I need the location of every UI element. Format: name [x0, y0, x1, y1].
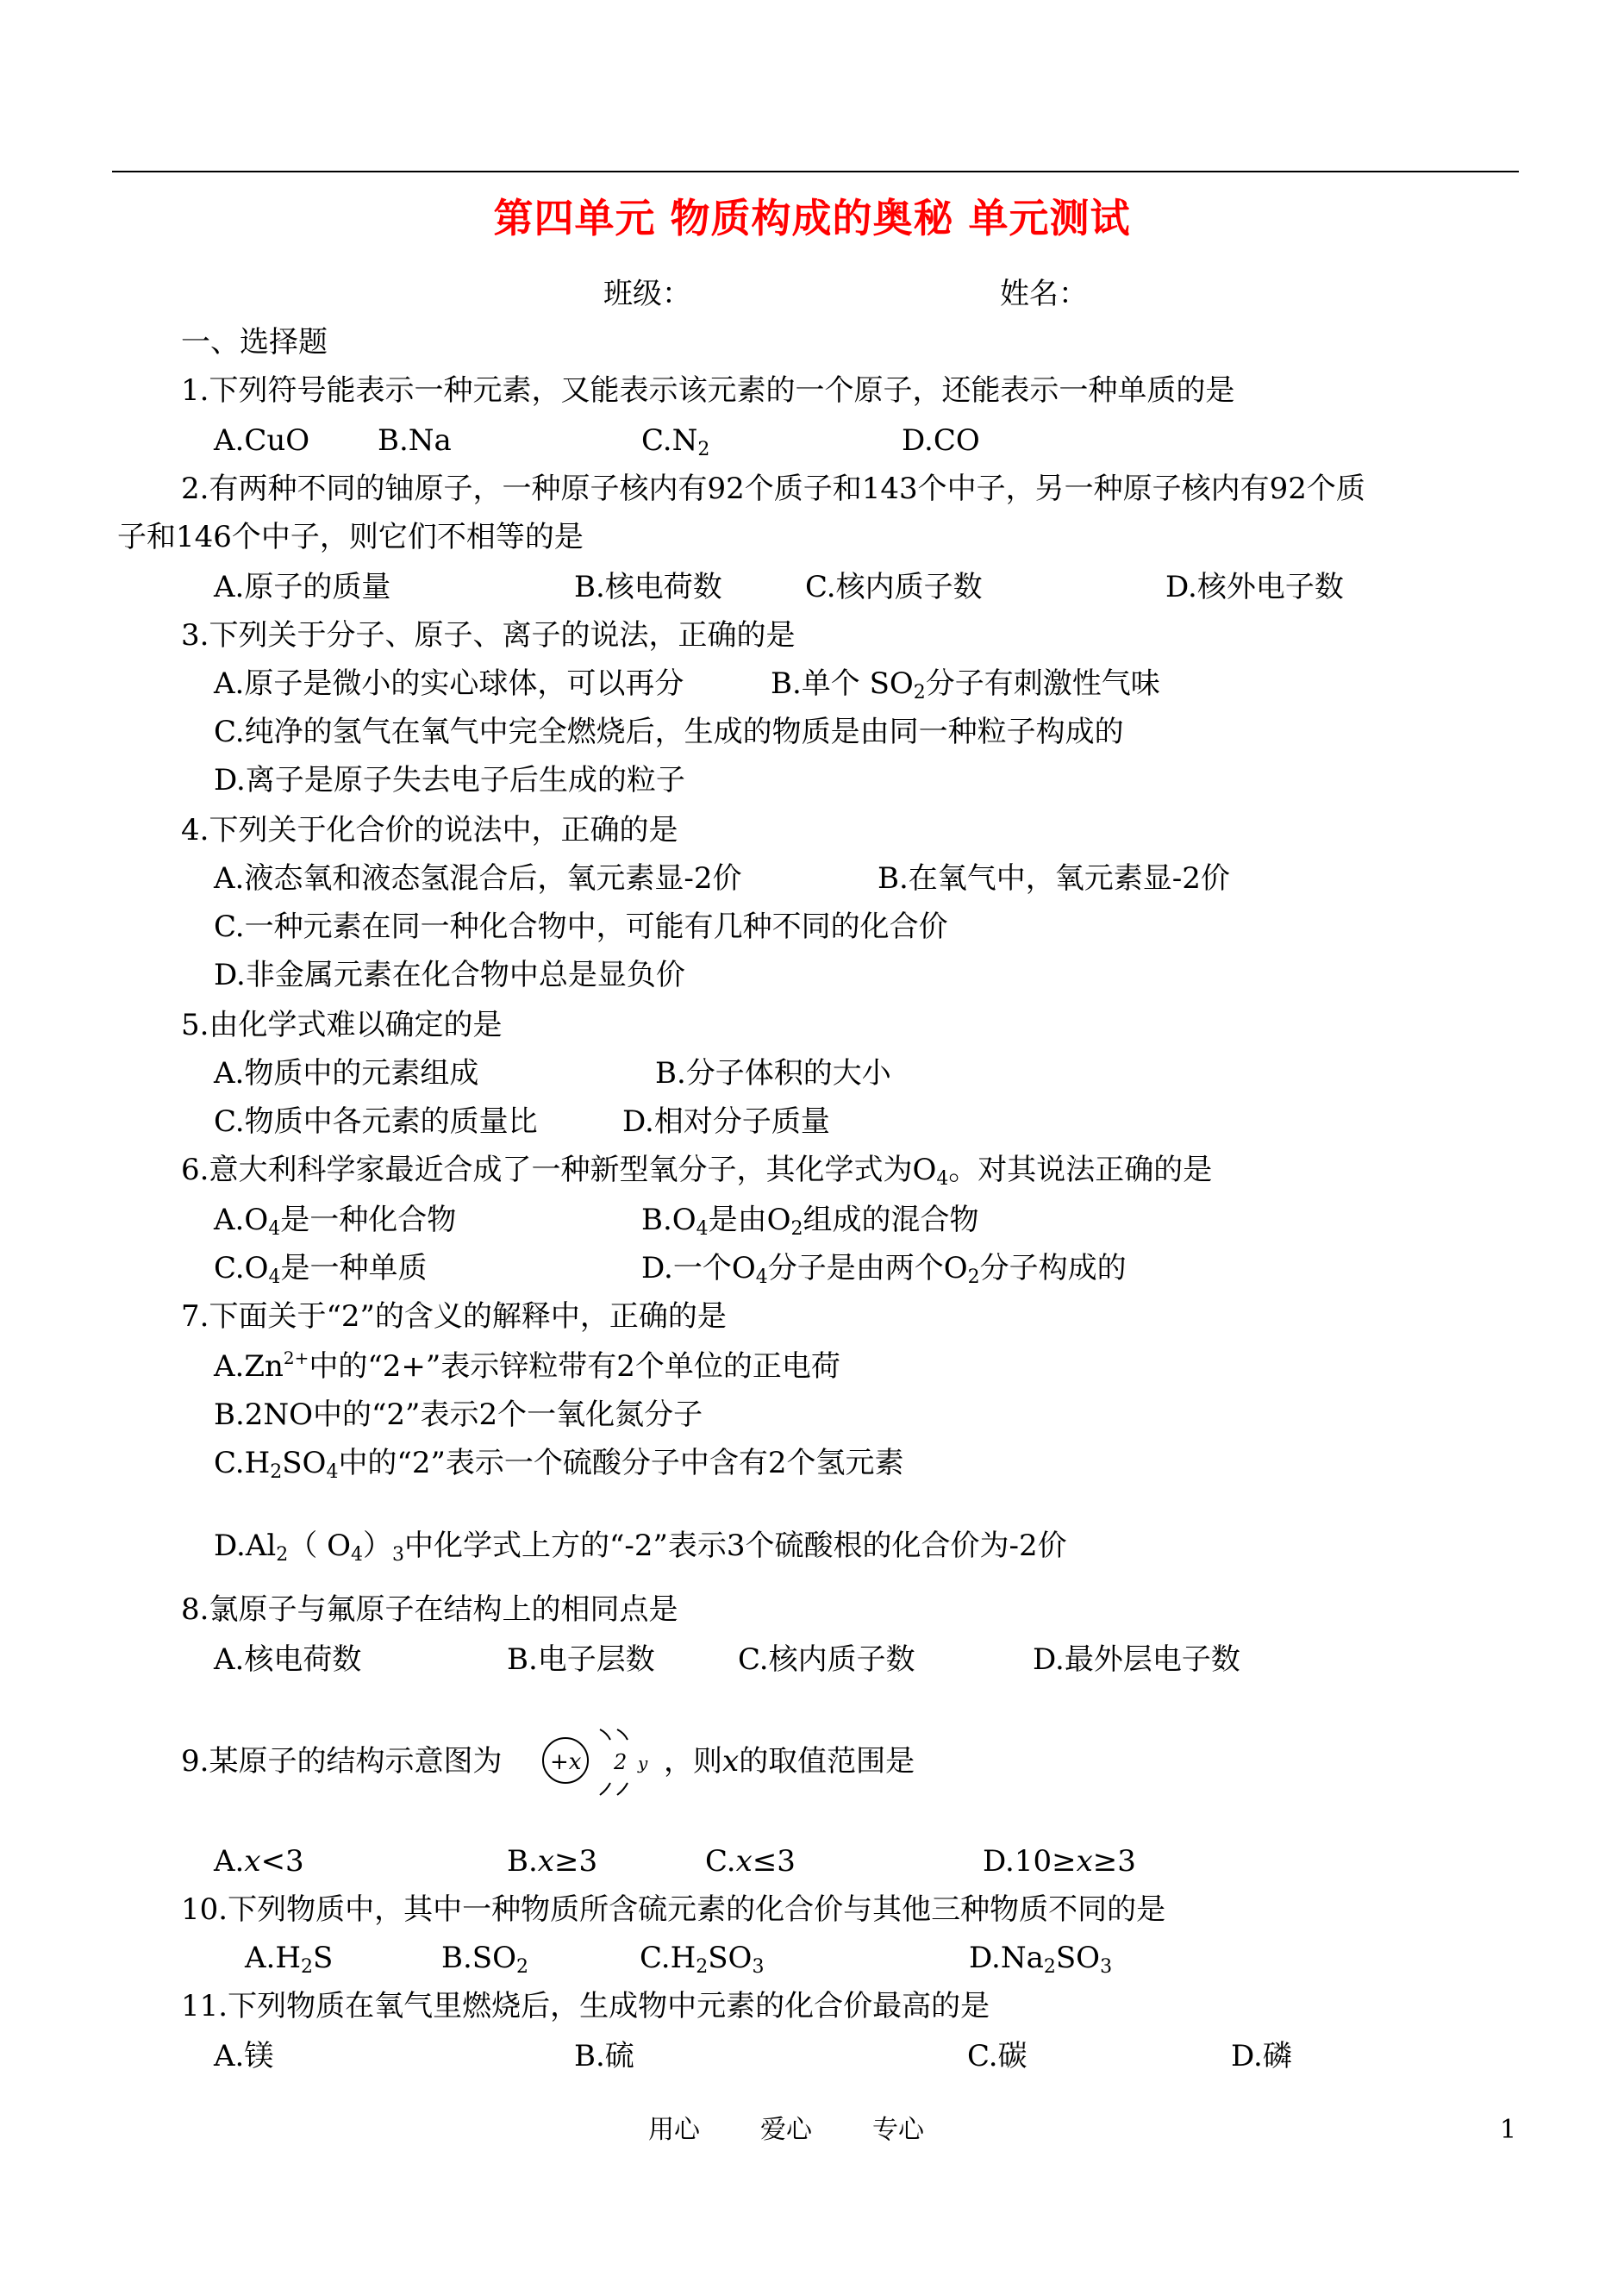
nucleus-label: +x: [550, 1749, 582, 1775]
q9-option-d: D.10≥x≥3: [983, 1844, 1136, 1879]
q11-option-a: A.镁: [214, 2039, 274, 2073]
question-8: 8.氯原子与氟原子在结构上的相同点是: [181, 1592, 678, 1627]
q8-option-a: A.核电荷数: [214, 1642, 362, 1677]
electron-shell-arc-top: [600, 1729, 628, 1740]
footer-center-text: 爱心: [760, 2115, 812, 2145]
section-heading: 一、选择题: [181, 325, 328, 360]
page-title: 第四单元 物质构成的奥秘 单元测试: [493, 195, 1131, 241]
question-11: 11.下列物质在氧气里燃烧后，生成物中元素的化合价最高的是: [181, 1989, 990, 2023]
q7-option-a: $A.Zn^{2+}$中的“2+”表示锌粒带有2个单位的正电荷: [214, 1348, 840, 1384]
q5-option-b: B.分子体积的大小: [655, 1056, 891, 1091]
footer-right-text: 专心: [872, 2115, 924, 2145]
electron-shell-arc-bottom: [600, 1783, 628, 1795]
q1-option-a: A.CuO: [214, 423, 310, 458]
page-number: 1: [1500, 2115, 1517, 2145]
q11-option-b: B.硫: [574, 2039, 634, 2073]
question-7: 7.下面关于“2”的含义的解释中，正确的是: [181, 1299, 727, 1334]
q8-option-d: D.最外层电子数: [1033, 1642, 1240, 1677]
q9-option-a: A.x<3: [214, 1844, 304, 1879]
q1-option-b: B.Na: [378, 423, 452, 458]
question-2-line-2: 子和146个中子，则它们不相等的是: [117, 520, 584, 554]
q2-option-c: C.核内质子数: [805, 570, 983, 604]
footer-left-text: 用心: [648, 2115, 700, 2145]
question-3: 3.下列关于分子、原子、离子的说法，正确的是: [181, 618, 796, 653]
question-6: 6.意大利科学家最近合成了一种新型氧分子，其化学式为$O_4$。对其说法正确的是: [181, 1153, 1213, 1190]
q4-option-d: D.非金属元素在化合物中总是显负价: [214, 958, 685, 992]
question-9-prefix: 9.某原子的结构示意图为: [181, 1744, 503, 1779]
q9-option-c: C.x≤3: [705, 1844, 796, 1879]
q7-option-d: $D.Al_2$（ $O_4)_3$中化学式上方的“-2”表示3个硫酸根的化合价为-2价: [214, 1529, 1067, 1566]
q5-option-a: A.物质中的元素组成: [214, 1056, 479, 1091]
q2-option-d: D.核外电子数: [1165, 570, 1344, 604]
q10-option-b: $B.SO_2$: [441, 1941, 528, 1978]
q10-option-c: $C.H_2SO_3$: [640, 1941, 765, 1978]
q3-option-d: D.离子是原子失去电子后生成的粒子: [214, 763, 685, 797]
q6-option-a: $A.O_4$是一种化合物: [214, 1203, 457, 1240]
q11-option-d: D.磷: [1231, 2039, 1292, 2073]
question-10: 10.下列物质中，其中一种物质所含硫元素的化合价与其他三种物质不同的是: [181, 1892, 1166, 1927]
q10-option-d: $D.Na_2SO_3$: [969, 1941, 1113, 1978]
question-4: 4.下列关于化合价的说法中，正确的是: [181, 813, 678, 847]
q3-option-c: C.纯净的氢气在氧气中完全燃烧后，生成的物质是由同一种粒子构成的: [214, 715, 1124, 749]
q2-option-b: B.核电荷数: [574, 570, 722, 604]
q1-option-c: $C.N_2$: [641, 423, 710, 460]
q5-option-d: D.相对分子质量: [622, 1104, 830, 1139]
q7-option-b: B.2NO中的“2”表示2个一氧化氮分子: [214, 1398, 703, 1432]
shell-2-electrons: y: [638, 1753, 648, 1773]
question-9-suffix: ，则x的取值范围是: [664, 1744, 915, 1779]
header-rule: [112, 171, 1519, 172]
class-label: 班级：: [603, 277, 691, 311]
q9-option-b: B.x≥3: [507, 1844, 598, 1879]
question-5: 5.由化学式难以确定的是: [181, 1008, 503, 1042]
q8-option-b: B.电子层数: [507, 1642, 655, 1677]
q10-option-a: $A.H_2S$: [245, 1941, 334, 1978]
q6-option-b: $B.O_4$是由$O_2$组成的混合物: [641, 1203, 979, 1240]
q6-option-c: $C.O_4$是一种单质: [214, 1251, 428, 1288]
q6-option-d: D.一个$O_4$分子是由两个$O_2$分子构成的: [641, 1251, 1127, 1288]
name-label: 姓名：: [1000, 277, 1088, 311]
q3-option-b: B.单个 $SO_2$分子有刺激性气味: [771, 666, 1160, 704]
q1-option-d: D.CO: [902, 423, 980, 458]
shell-1-electrons: 2: [614, 1750, 628, 1774]
question-2-line-1: 2.有两种不同的铀原子，一种原子核内有92个质子和143个中子，另一种原子核内有92个质: [181, 472, 1365, 506]
q3-option-a: A.原子是微小的实心球体，可以再分: [214, 666, 684, 701]
q8-option-c: C.核内质子数: [738, 1642, 915, 1677]
q5-option-c: C.物质中各元素的质量比: [214, 1104, 538, 1139]
q4-option-a: A.液态氧和液态氢混合后，氧元素显-2价: [214, 861, 742, 896]
q2-option-a: A.原子的质量: [214, 570, 391, 604]
atom-structure-diagram: [540, 1724, 660, 1819]
q7-option-c: $C.H_2SO_4$中的“2”表示一个硫酸分子中含有2个氢元素: [214, 1446, 904, 1483]
question-1: 1.下列符号能表示一种元素，又能表示该元素的一个原子，还能表示一种单质的是: [181, 373, 1235, 408]
q4-option-c: C.一种元素在同一种化合物中，可能有几种不同的化合价: [214, 910, 948, 944]
q11-option-c: C.碳: [967, 2039, 1027, 2073]
q4-option-b: B.在氧气中，氧元素显-2价: [878, 861, 1230, 896]
